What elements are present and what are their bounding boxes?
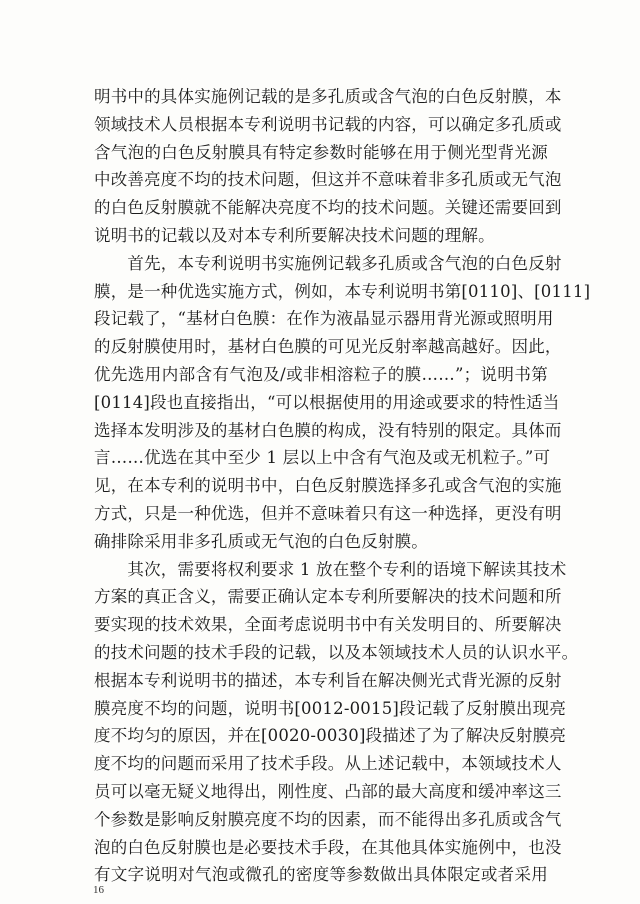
text-line: 根据本专利说明书的描述，本专利旨在解决侧光式背光源的反射 — [94, 670, 562, 690]
text-line: 度不均匀的原因，并在[0020-0030]段描述了为了解决反射膜亮 — [94, 726, 567, 746]
text-line: 个参数是影响反射膜亮度不均的因素，而不能得出多孔质或含气 — [94, 809, 562, 829]
text-line: 段记载了，“基材白色膜：在作为液晶显示器用背光源或照明用 — [94, 309, 554, 329]
text-line: [0114]段也直接指出，“可以根据使用的用途或要求的特性适当 — [94, 392, 560, 412]
text-line: 方案的真正含义，需要正确认定本专利所要解决的技术问题和所 — [94, 587, 562, 607]
text-line: 说明书的记载以及对本专利所要解决技术问题的理解。 — [94, 226, 495, 245]
text-line: 确排除采用非多孔质或无气泡的白色反射膜。 — [94, 531, 428, 551]
text-line: 明书中的具体实施例记载的是多孔质或含气泡的白色反射膜，本 — [94, 87, 562, 106]
text-line: 的反射膜使用时，基材白色膜的可见光反射率越高越好。因此， — [94, 337, 562, 357]
text-line: 领域技术人员根据本专利说明书记载的内容，可以确定多孔质或 — [94, 114, 562, 134]
text-line: 见，在本专利的说明书中，白色反射膜选择多孔或含气泡的实施 — [94, 476, 562, 496]
page-number: 16 — [93, 884, 104, 897]
text-line: 选择本发明涉及的基材白色膜的构成，没有特别的限定。具体而 — [94, 420, 562, 440]
paragraph-first-line: 其次，需要将权利要求 1 放在整个专利的语境下解读其技术 — [94, 559, 567, 579]
text-line: 膜，是一种优选实施方式，例如，本专利说明书第[0110]、[0111] — [94, 281, 591, 301]
text-line: 要实现的技术效果，全面考虑说明书中有关发明目的、所要解决 — [94, 615, 562, 635]
text-line: 膜亮度不均的问题，说明书[0012-0015]段记载了反射膜出现亮 — [94, 698, 567, 718]
text-line: 员可以毫无疑义地得出，刚性度、凸部的最大高度和缓冲率这三 — [94, 782, 562, 801]
paragraph-first-line: 首先，本专利说明书实施例记载多孔质或含气泡的白色反射 — [94, 253, 562, 273]
text-line: 优先选用内部含有气泡及/或非相溶粒子的膜……”；说明书第 — [94, 365, 548, 384]
text-line: 的白色反射膜就不能解决亮度不均的技术问题。关键还需要回到 — [94, 198, 562, 218]
text-line: 泡的白色反射膜也是必要技术手段，在其他具体实施例中，也没 — [94, 837, 562, 857]
text-line: 的技术问题的技术手段的记载，以及本领域技术人员的认识水平。 — [94, 643, 579, 662]
text-line: 中改善亮度不均的技术问题，但这并不意味着非多孔质或无气泡 — [94, 170, 562, 190]
text-line: 含气泡的白色反射膜具有特定参数时能够在用于侧光型背光源 — [94, 142, 548, 162]
text-line: 方式，只是一种优选，但并不意味着只有这一种选择，更没有明 — [94, 504, 562, 523]
text-line: 言……优选在其中至少 1 层以上中含有气泡及或无机粒子。”可 — [94, 448, 551, 468]
text-line: 有文字说明对气泡或微孔的密度等参数做出具体限定或者采用 — [94, 865, 548, 885]
text-line: 度不均的问题而采用了技术手段。从上述记载中，本领域技术人 — [94, 754, 562, 774]
